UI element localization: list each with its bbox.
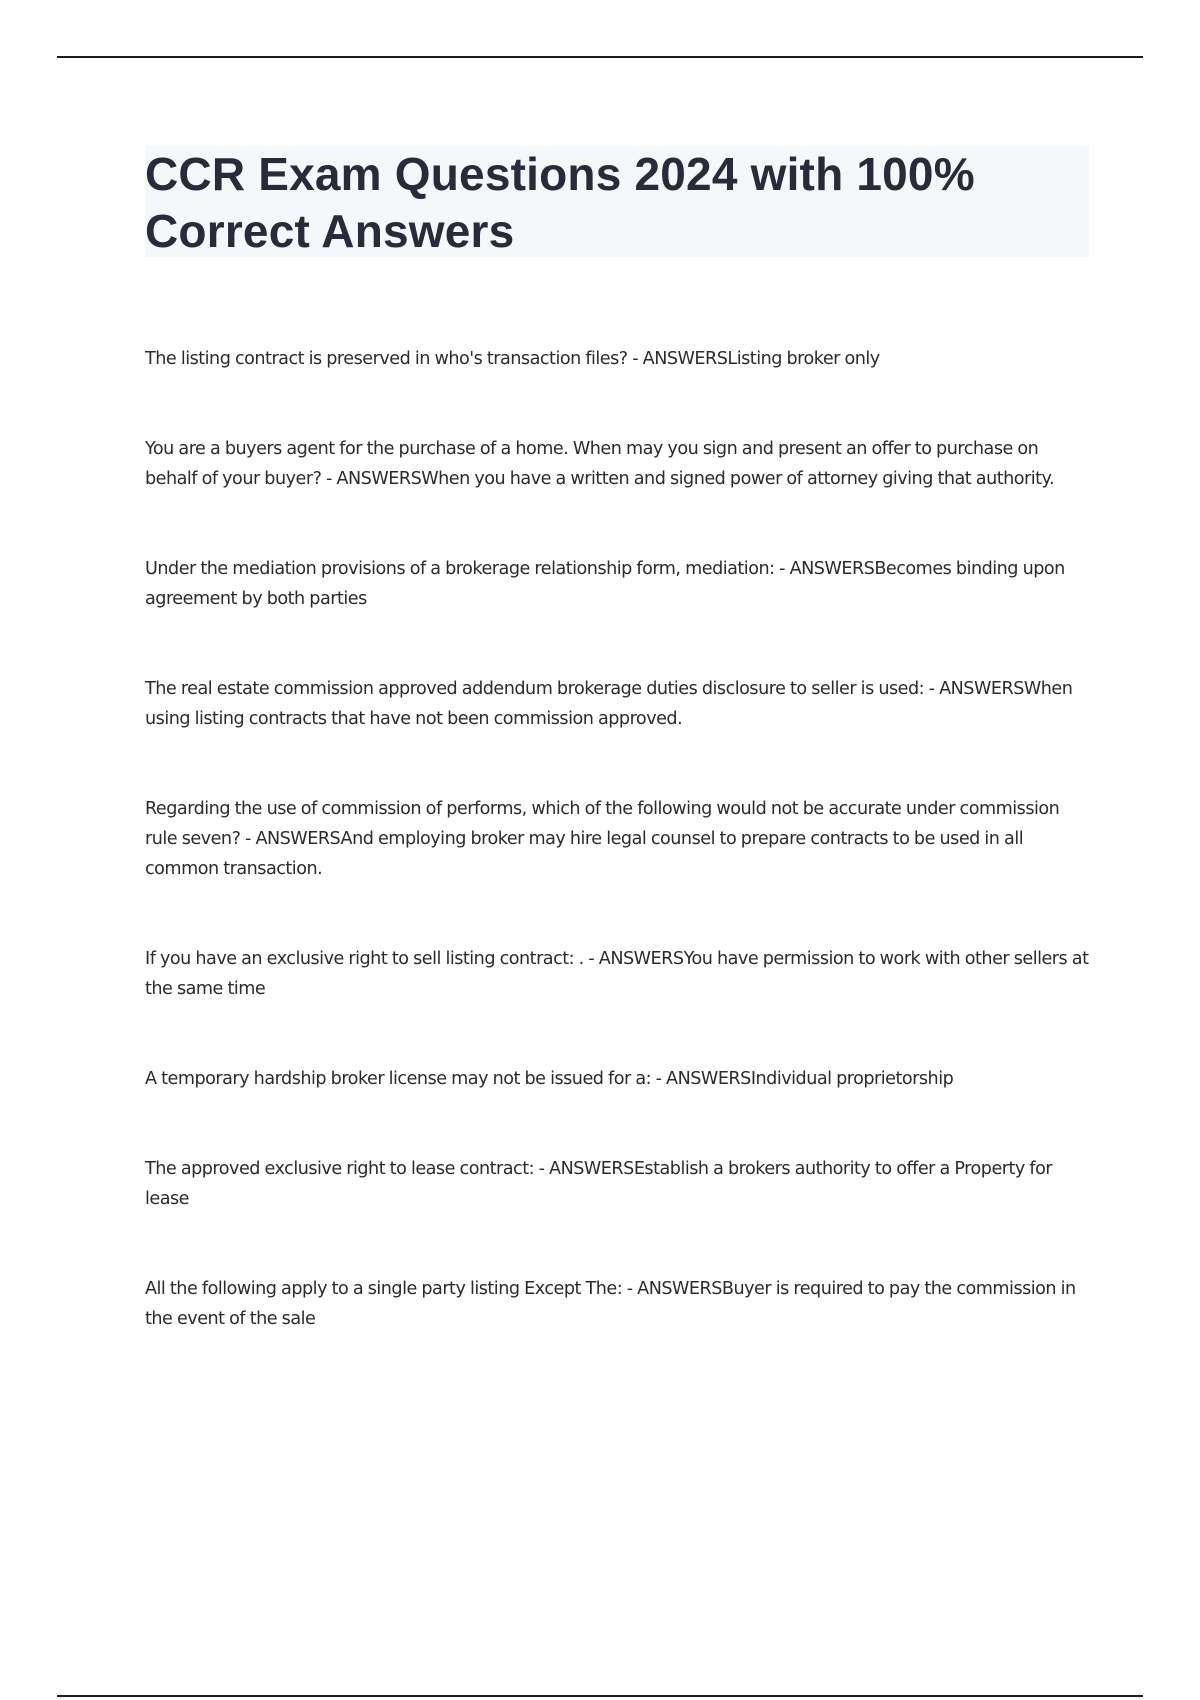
qa-item-9: All the following apply to a single party listing Except The: - ANSWERSBuyer is required to pay the commission in the event of the sale xyxy=(145,1279,1076,1329)
qa-item-7: A temporary hardship broker license may not be issued for a: - ANSWERSIndividual proprietorship xyxy=(145,1069,954,1089)
qa-item-8: The approved exclusive right to lease contract: - ANSWERSEstablish a brokers authority to offer a Property for lease xyxy=(145,1159,1053,1209)
qa-item-1: The listing contract is preserved in who's transaction files? - ANSWERSListing broker only xyxy=(145,349,880,369)
qa-item-3: Under the mediation provisions of a brokerage relationship form, mediation: - ANSWERSBecomes binding upon agreement by both parties xyxy=(145,559,1065,609)
qa-item-2: You are a buyers agent for the purchase of a home. When may you sign and present an offer to purchase on behalf of your buyer? - ANSWERSWhen you have a written and signed power of attorney giving that authority. xyxy=(145,439,1055,489)
document-title: CCR Exam Questions 2024 with 100% Correct Answers xyxy=(145,148,975,257)
qa-item-6: If you have an exclusive right to sell listing contract: . - ANSWERSYou have permission to work with other sellers at the same time xyxy=(145,949,1089,999)
title-block xyxy=(145,146,1089,257)
bottom-divider xyxy=(57,1695,1143,1697)
qa-item-5: Regarding the use of commission of performs, which of the following would not be accurate under commission rule seven? - ANSWERSAnd employing broker may hire legal counsel to prepare contracts to be used in all common transaction. xyxy=(145,799,1060,879)
top-divider xyxy=(57,56,1143,58)
qa-item-4: The real estate commission approved addendum brokerage duties disclosure to seller is used: - ANSWERSWhen using listing contracts that have not been commission approved. xyxy=(145,679,1073,729)
qa-list xyxy=(145,344,1090,1394)
